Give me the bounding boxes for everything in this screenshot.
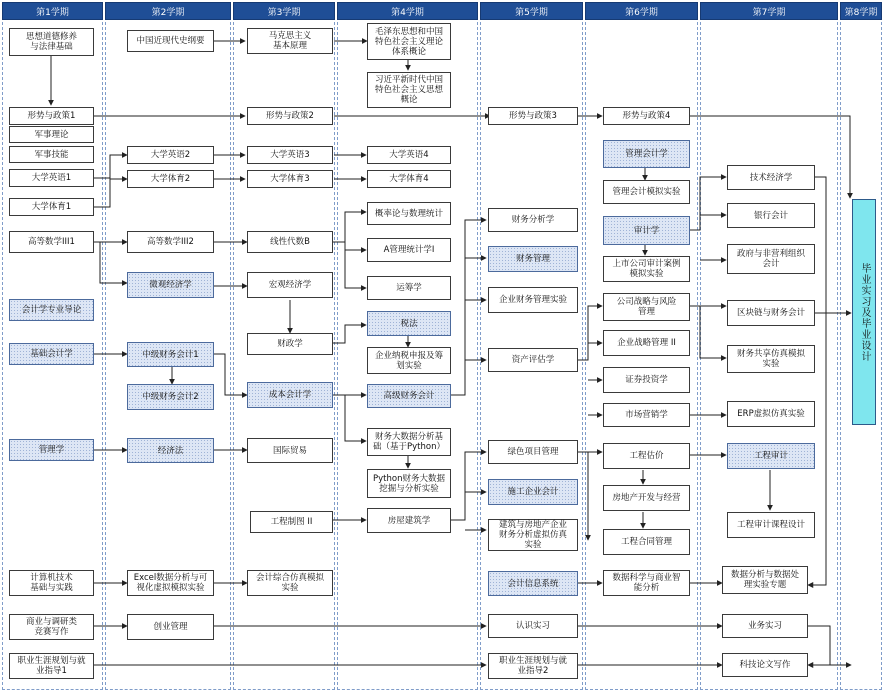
course-xingshi3: 形势与政策3 xyxy=(488,107,578,125)
course-renshi: 认识实习 xyxy=(488,614,578,638)
course-fangdichan: 房地产开发与经营 xyxy=(603,485,690,511)
course-python: Python财务大数据 挖掘与分析实验 xyxy=(367,469,451,498)
course-junshililun: 军事理论 xyxy=(9,126,94,143)
course-shujufenxi: 数据分析与数据处 理实验专题 xyxy=(722,566,808,594)
course-guanlixue: 管理学 xyxy=(9,439,94,461)
course-weiguan: 微观经济学 xyxy=(127,272,214,298)
course-hetong: 工程合同管理 xyxy=(603,529,690,555)
semester-header-8: 第8学期 xyxy=(840,2,882,20)
course-gaoji: 高级财务会计 xyxy=(367,384,451,408)
course-xiandai: 线性代数B xyxy=(247,231,333,253)
semester-header-1: 第1学期 xyxy=(2,2,103,20)
course-caizheng: 财政学 xyxy=(247,333,333,355)
course-jishujingji: 技术经济学 xyxy=(727,165,815,190)
course-jianzhu: 建筑与房地产企业 财务分析虚拟仿真 实验 xyxy=(488,519,578,551)
course-hongguan: 宏观经济学 xyxy=(247,272,333,298)
course-gongxiang: 财务共享仿真模拟 实验 xyxy=(727,345,815,373)
course-zichan: 资产评估学 xyxy=(488,348,578,372)
course-yinhang: 银行会计 xyxy=(727,203,815,228)
course-lvse: 绿色项目管理 xyxy=(488,440,578,464)
course-shujukexue: 数据科学与商业智 能分析 xyxy=(603,570,690,596)
course-excel: Excel数据分析与可 视化虚拟模拟实验 xyxy=(127,570,214,596)
semester-header-6: 第6学期 xyxy=(585,2,698,20)
course-qiyezhanlve: 企业战略管理 II xyxy=(603,330,690,356)
course-gongchengshenji: 工程审计 xyxy=(727,443,815,469)
course-xingshi4: 形势与政策4 xyxy=(603,107,690,125)
course-shuifa: 税法 xyxy=(367,311,451,336)
course-shangye: 商业与调研类 竞赛写作 xyxy=(9,614,94,640)
course-zhiye2: 职业生涯规划与就 业指导2 xyxy=(488,653,578,679)
course-final-graduation: 毕业实习及毕业设计 xyxy=(852,199,876,425)
course-yingyu4: 大学英语4 xyxy=(367,146,451,164)
course-shenji: 审计学 xyxy=(603,216,690,245)
course-chuangye: 创业管理 xyxy=(127,614,214,640)
course-xi: 习近平新时代中国 特色社会主义思想 概论 xyxy=(367,72,451,108)
course-zonghe: 会计综合仿真模拟 实验 xyxy=(247,570,333,596)
semester-header-7: 第7学期 xyxy=(700,2,838,20)
course-caiwufenxi: 财务分析学 xyxy=(488,208,578,232)
course-lunwen: 科技论文写作 xyxy=(722,653,808,677)
course-qiyeshiyan: 企业财务管理实验 xyxy=(488,287,578,313)
course-jingjifa: 经济法 xyxy=(127,438,214,463)
course-fangwu: 房屋建筑学 xyxy=(367,508,451,533)
course-yewu: 业务实习 xyxy=(722,614,808,638)
course-maogai: 毛泽东思想和中国 特色社会主义理论 体系概论 xyxy=(367,23,451,60)
course-chengben: 成本会计学 xyxy=(247,382,333,408)
course-yingyu3: 大学英语3 xyxy=(247,146,333,164)
course-jichukuaiji: 基础会计学 xyxy=(9,343,94,365)
course-tiyu3: 大学体育3 xyxy=(247,170,333,188)
course-shigong: 施工企业会计 xyxy=(488,479,578,505)
semester-header-3: 第3学期 xyxy=(233,2,335,20)
course-zhengfu: 政府与非营利组织 会计 xyxy=(727,244,815,274)
course-dashuju: 财务大数据分析基 础（基于Python） xyxy=(367,428,451,456)
course-shuxue2: 高等数学III2 xyxy=(127,231,214,253)
semester-header-2: 第2学期 xyxy=(105,2,231,20)
semester-header-5: 第5学期 xyxy=(480,2,583,20)
course-tiyu4: 大学体育4 xyxy=(367,170,451,188)
course-tongji: A管理统计学I xyxy=(367,238,451,262)
course-shangshi: 上市公司审计案例 模拟实验 xyxy=(603,256,690,282)
course-zhongji2: 中级财务会计2 xyxy=(127,384,214,410)
course-zhengquan: 证券投资学 xyxy=(603,367,690,393)
course-zhongji1: 中级财务会计1 xyxy=(127,342,214,367)
course-yunchou: 运筹学 xyxy=(367,276,451,300)
course-gujia: 工程估价 xyxy=(603,443,690,469)
course-junshijineng: 军事技能 xyxy=(9,146,94,163)
course-tiyu1: 大学体育1 xyxy=(9,198,94,216)
course-xitong: 会计信息系统 xyxy=(488,571,578,596)
course-zhitu: 工程制图 II xyxy=(250,511,333,533)
course-qukuailian: 区块链与财务会计 xyxy=(727,300,815,326)
course-jindaishi: 中国近现代史纲要 xyxy=(127,30,214,52)
course-nashui: 企业纳税申报及筹 划实验 xyxy=(367,347,451,374)
course-guanlikj: 管理会计学 xyxy=(603,140,690,168)
course-shenjisheji: 工程审计课程设计 xyxy=(727,512,815,538)
semester-header-4: 第4学期 xyxy=(337,2,478,20)
course-erp: ERP虚拟仿真实验 xyxy=(727,401,815,427)
course-tiyu2: 大学体育2 xyxy=(127,170,214,188)
course-xingshi1: 形势与政策1 xyxy=(9,107,94,125)
course-shichang: 市场营销学 xyxy=(603,403,690,427)
course-sixiang: 思想道德修养 与法律基础 xyxy=(9,28,94,56)
course-yingyu2: 大学英语2 xyxy=(127,146,214,164)
course-zhanlve: 公司战略与风险 管理 xyxy=(603,293,690,321)
course-daolun: 会计学专业导论 xyxy=(9,299,94,321)
course-xingshi2: 形势与政策2 xyxy=(247,107,333,125)
course-makesi: 马克思主义 基本原理 xyxy=(247,28,333,54)
course-caiwuguanli: 财务管理 xyxy=(488,246,578,272)
course-shuxue1: 高等数学III1 xyxy=(9,231,94,253)
course-gailv: 概率论与数理统计 xyxy=(367,202,451,225)
course-guanlimoni: 管理会计模拟实验 xyxy=(603,180,690,204)
course-zhiye1: 职业生涯规划与就 业指导1 xyxy=(9,653,94,679)
course-jisuanji: 计算机技术 基础与实践 xyxy=(9,570,94,596)
course-yingyu1: 大学英语1 xyxy=(9,169,94,187)
course-guoji: 国际贸易 xyxy=(247,438,333,463)
